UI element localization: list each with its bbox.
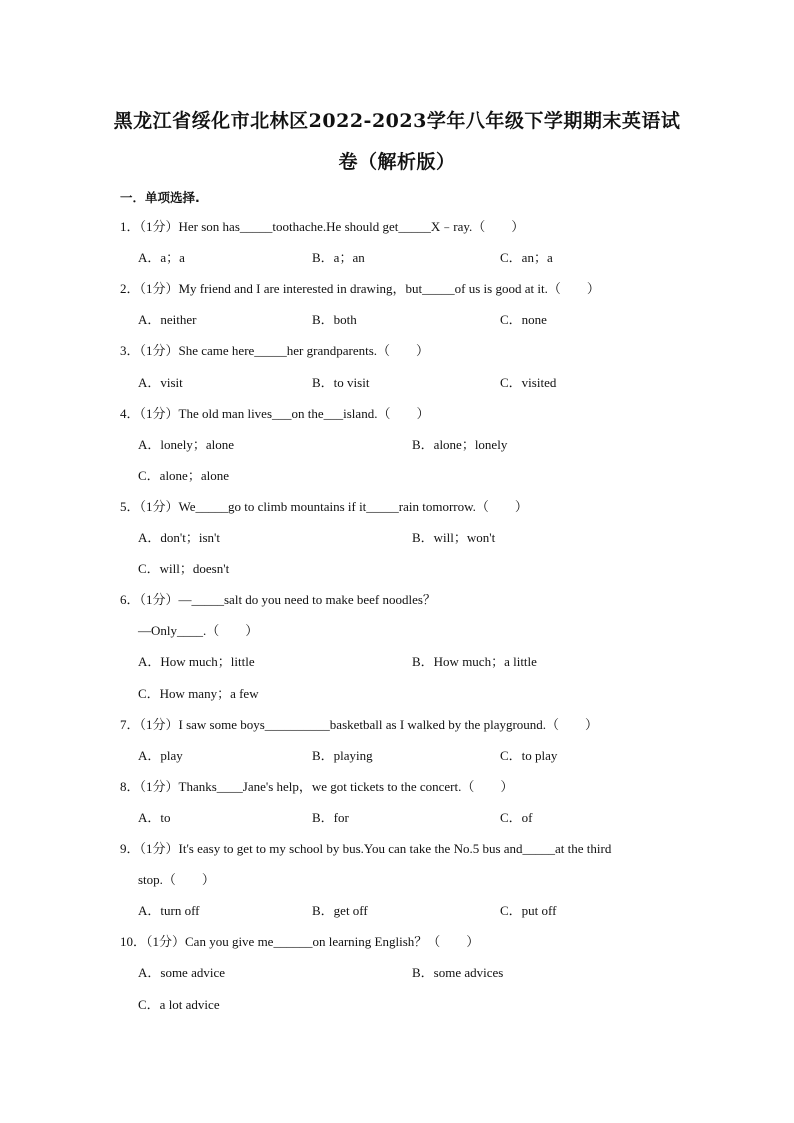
answer-option: C．an；a: [500, 250, 553, 266]
answer-option: C．a lot advice: [138, 996, 220, 1012]
answer-option: B．some advices: [412, 965, 504, 981]
question-stem: 9．（1分）It's easy to get to my school by bus.You can take the No.5 bus and_____at the third: [120, 841, 612, 856]
answer-option: C．How many；a few: [138, 685, 259, 701]
answer-option: C．of: [500, 809, 533, 825]
document-title-line-2: 卷（解析版）: [338, 151, 456, 173]
answer-option: B．How much；a little: [412, 654, 537, 670]
answer-option: C．to play: [500, 747, 558, 763]
answer-option: A．play: [138, 747, 183, 763]
answer-option: A．turn off: [138, 903, 200, 919]
answer-option: B．for: [312, 809, 349, 825]
answer-option: A．lonely；alone: [138, 436, 235, 452]
question-stem: 1．（1分）Her son has_____toothache.He should get_____X﹣ray.（ ）: [120, 219, 525, 234]
answer-option: A．How much；little: [138, 654, 255, 670]
answer-option: B．get off: [312, 903, 368, 919]
question-stem-continuation: —Only____.（ ）: [138, 623, 259, 639]
question-stem: 3．（1分）She came here_____her grandparents.（ ）: [120, 343, 430, 359]
answer-option: A．a；a: [138, 250, 185, 266]
answer-option: C．alone；alone: [138, 467, 229, 483]
answer-option: C．visited: [500, 374, 557, 390]
answer-option: A．visit: [138, 374, 183, 390]
question-stem: 2．（1分）My friend and I are interested in drawing，but_____of us is good at it.（ ）: [120, 281, 600, 297]
question-stem: 5．（1分）We_____go to climb mountains if it_____rain tomorrow.（ ）: [120, 498, 528, 514]
answer-option: B．alone；lonely: [412, 436, 508, 452]
answer-option: A．don't；isn't: [138, 530, 220, 545]
document-title-line-1: 黑龙江省绥化市北林区2022-2023学年八年级下学期期末英语试: [113, 110, 681, 132]
question-stem: 6．（1分）—_____salt do you need to make beef noodles？: [120, 592, 436, 608]
answer-option: A．some advice: [138, 965, 226, 981]
question-stem: 8．（1分）Thanks____Jane's help，we got tickets to the concert.（ ）: [120, 778, 514, 794]
answer-option: A．to: [138, 809, 171, 825]
answer-option: B．both: [312, 312, 357, 328]
answer-option: C．none: [500, 312, 547, 328]
question-stem: 10．（1分）Can you give me______on learning English？（ ）: [120, 934, 480, 950]
answer-option: B．will；won't: [412, 530, 496, 545]
question-stem: 7．（1分）I saw some boys__________basketball as I walked by the playground.（ ）: [120, 716, 599, 732]
answer-option: B．a；an: [312, 250, 365, 266]
question-stem-continuation: stop.（ ）: [138, 872, 215, 888]
answer-option: C．put off: [500, 903, 557, 919]
section-heading: 一．单项选择.: [120, 190, 200, 205]
answer-option: C．will；doesn't: [138, 561, 230, 577]
question-stem: 4．（1分）The old man lives___on the___island.（ ）: [120, 405, 430, 421]
answer-option: B．playing: [312, 747, 373, 763]
answer-option: A．neither: [138, 312, 197, 328]
answer-option: B．to visit: [312, 374, 370, 390]
